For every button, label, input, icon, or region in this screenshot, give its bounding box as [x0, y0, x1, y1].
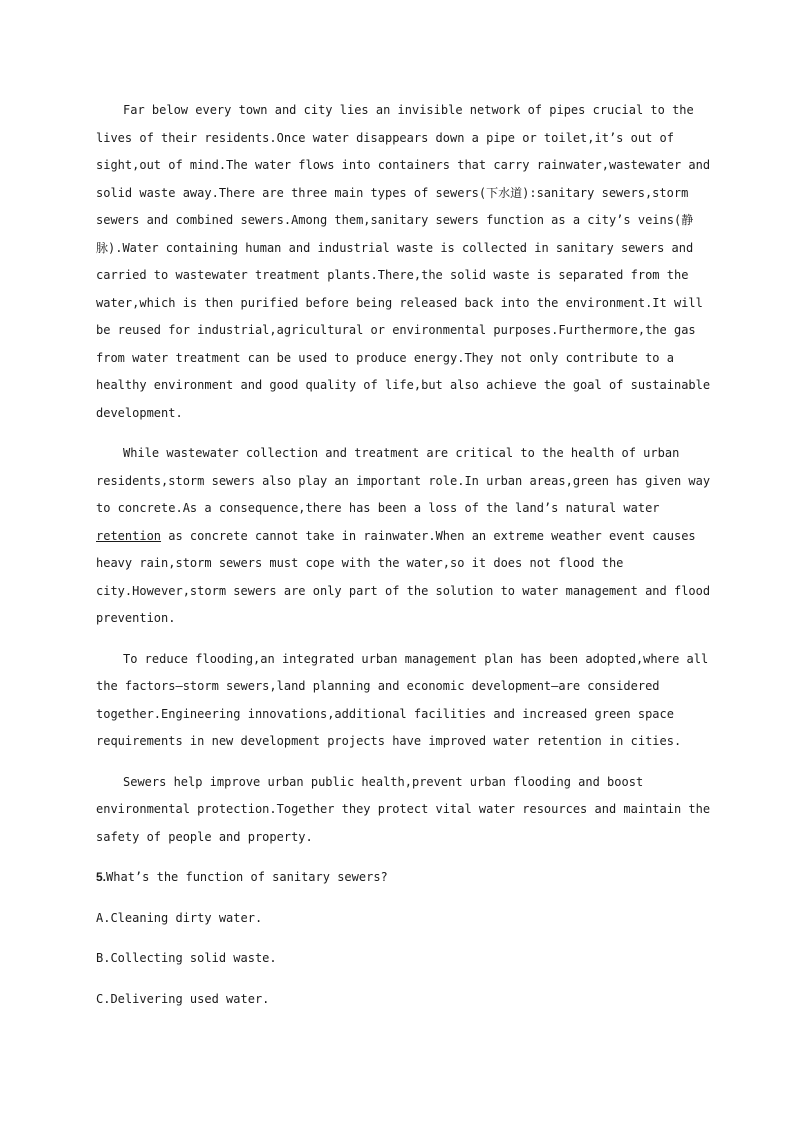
passage-paragraph-1 [96, 97, 711, 427]
text-line: While wastewater collection and treatment are critical to the health of urban [123, 446, 680, 460]
text-line: To reduce flooding,an integrated urban management plan has been adopted,where all [123, 651, 709, 666]
text-line: water,which is then purified before being released back into the environment.It will [96, 295, 703, 310]
document-page [96, 97, 711, 1026]
text-line: from water treatment can be used to produce energy.They not only contribute to a [96, 350, 674, 365]
text-line: environmental protection.Together they protect vital water resources and maintain the [96, 802, 711, 816]
passage-paragraph-3 [96, 646, 709, 756]
option-c[interactable]: C.Delivering used water. [96, 991, 270, 1006]
text-fragment: as concrete cannot take in rainwater.When an extreme weather event causes [161, 528, 696, 543]
text-line: carried to wastewater treatment plants.There,the solid waste is separated from the [96, 268, 689, 282]
passage-paragraph-2 [96, 440, 711, 633]
text-line: development. [96, 405, 183, 420]
text-line: sight,out of mind.The water flows into containers that carry rainwater,wastewater and [96, 158, 711, 172]
option-a[interactable]: A.Cleaning dirty water. [96, 910, 263, 925]
text-line [96, 523, 696, 551]
text-line: to concrete.As a consequence,there has been a loss of the land’s natural water [96, 501, 660, 515]
text-line: city.However,storm sewers are only part of the solution to water management and flood [96, 583, 711, 598]
option-b[interactable]: B.Collecting solid waste. [96, 951, 277, 965]
passage-paragraph-4 [96, 769, 711, 852]
question-number: 5. [96, 870, 107, 884]
text-line: heavy rain,storm sewers must cope with the water,so it does not flood the [96, 556, 624, 570]
text-line: solid waste away.There are three main types of sewers(下水道):sanitary sewers,storm [96, 185, 689, 200]
text-line: residents,storm sewers also play an important role.In urban areas,green has given way [96, 473, 711, 488]
text-line: healthy environment and good quality of life,but also achieve the goal of sustainable [96, 378, 711, 392]
question-stem [96, 864, 696, 892]
text-line: Far below every town and city lies an invisible network of pipes crucial to the [123, 103, 694, 117]
text-line: sewers and combined sewers.Among them,sanitary sewers function as a city’s veins(静 [96, 213, 694, 227]
text-line: the factors—storm sewers,land planning and economic development—are considered [96, 679, 660, 693]
underlined-word: retention [96, 528, 162, 543]
text-line: Sewers help improve urban public health,prevent urban flooding and boost [123, 774, 644, 789]
text-line: lives of their residents.Once water disappears down a pipe or toilet,it’s out of [96, 130, 674, 145]
question-text: What’s the function of sanitary sewers? [106, 870, 388, 884]
text-line: prevention. [96, 611, 176, 625]
text-line: be reused for industrial,agricultural or environmental purposes.Furthermore,the gas [96, 323, 696, 337]
text-line: 脉).Water containing human and industrial waste is collected in sanitary sewers and [96, 240, 694, 255]
text-line: requirements in new development projects have improved water retention in cities. [96, 734, 682, 748]
text-line: together.Engineering innovations,additional facilities and increased green space [96, 706, 674, 721]
text-line: safety of people and property. [96, 829, 313, 844]
